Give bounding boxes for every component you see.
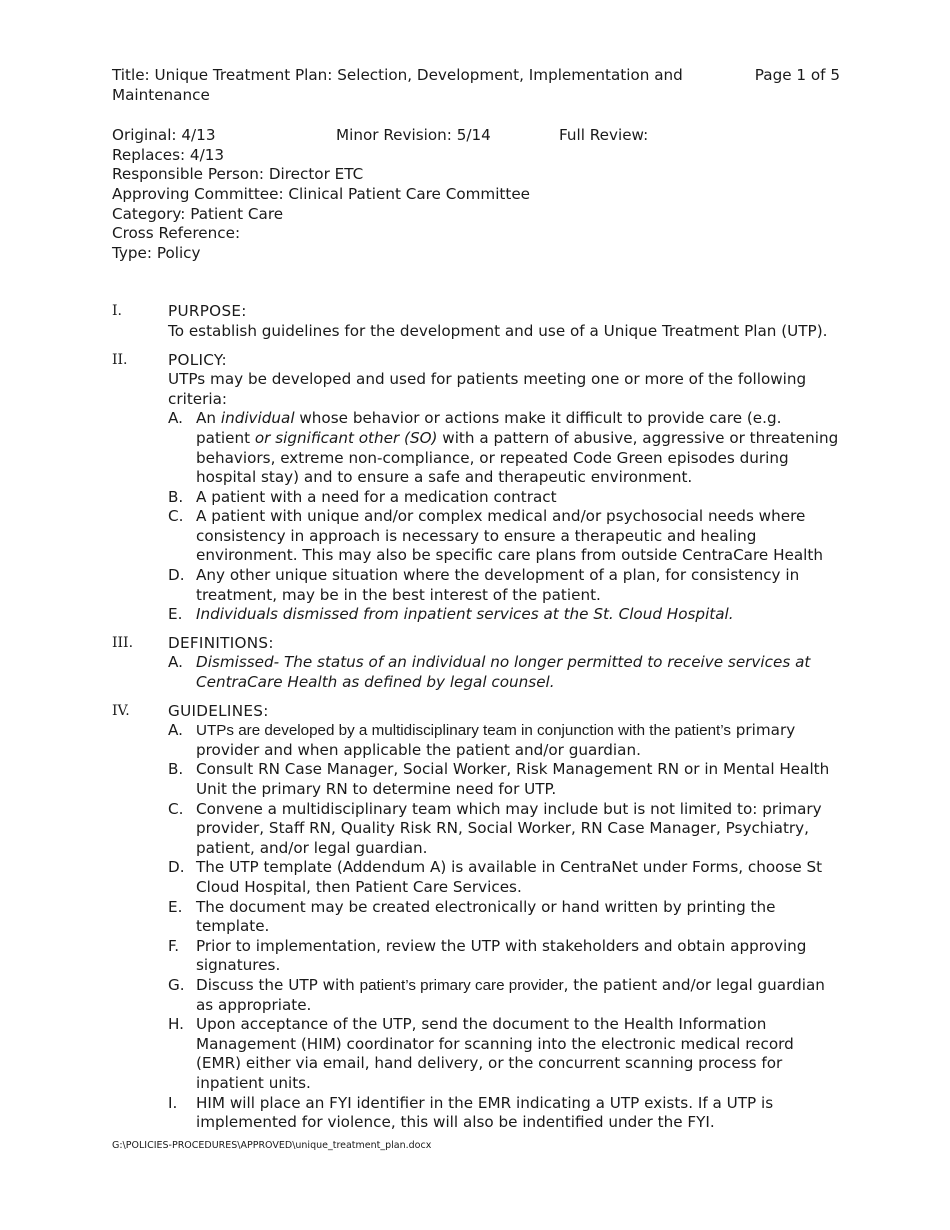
list-item	[168, 1015, 840, 1093]
item-text: A patient with unique and/or complex medical and/or psychosocial needs where consistency in approach is necessary to ensure a therapeutic and healing environment. This may also be specific care plans from outside CentraCare Health	[196, 507, 823, 565]
approving-committee: Approving Committee: Clinical Patient Care Committee	[112, 184, 531, 203]
item-text: Individuals dismissed from inpatient services at the St. Cloud Hospital.	[196, 605, 734, 624]
italic-run: individual	[220, 409, 295, 428]
item-letter: A.	[168, 653, 183, 672]
item-letter: F.	[168, 936, 180, 955]
list-item	[168, 976, 840, 1015]
list-item	[168, 937, 840, 976]
file-path-footer: G:\POLICIES-PROCEDURES\APPROVED\unique_treatment_plan.docx	[112, 1140, 432, 1151]
item-text: The UTP template (Addendum A) is available in CentraNet under Forms, choose St Cloud Hospital, then Patient Care Services.	[196, 858, 823, 896]
list-item	[168, 1094, 840, 1133]
text-run: , the patient and/or legal guardian as appropriate.	[196, 975, 825, 1014]
section-heading: DEFINITIONS:	[168, 633, 274, 652]
list-item	[168, 800, 840, 859]
item-text: A patient with a need for a medication contract	[196, 487, 557, 506]
section-heading: POLICY:	[168, 350, 227, 369]
section-guidelines	[112, 702, 840, 1133]
item-text: Any other unique situation where the development of a plan, for consistency in treatment, may be in the best interest of the patient.	[196, 566, 800, 604]
item-letter: I.	[168, 1093, 178, 1112]
item-letter: H.	[168, 1015, 184, 1034]
italic-run: or significant other (SO)	[254, 428, 438, 447]
item-text	[196, 976, 840, 1015]
full-review: Full Review:	[559, 126, 649, 145]
text-run: with a pattern of abusive, aggressive or threatening behaviors, extreme non-compliance, or repeated Code Green episodes during hospital stay) and to ensure a safe and therapeutic environment.	[196, 428, 839, 487]
list-item	[168, 566, 840, 605]
list-item	[168, 721, 840, 760]
item-text	[196, 409, 840, 487]
list-item	[168, 760, 840, 799]
item-letter: B.	[168, 760, 184, 779]
item-text: Dismissed- The status of an individual no longer permitted to receive services at CentraCare Health as defined by legal counsel.	[196, 653, 811, 692]
section-number: IV.	[112, 702, 130, 719]
cross-reference: Cross Reference:	[112, 224, 241, 243]
document-metadata	[112, 126, 840, 263]
text-run: whose behavior or actions make it difficult to provide care (e.g. patient	[196, 409, 782, 447]
section-number: II.	[112, 351, 128, 368]
section-purpose	[112, 302, 840, 341]
text-run: An	[196, 409, 221, 428]
item-text: Convene a multidisciplinary team which may include but is not limited to: primary provider, Staff RN, Quality Risk RN, Social Worker, RN Case Manager, Psychiatry, patient, and/or legal guardian.	[196, 799, 822, 857]
purpose-text: To establish guidelines for the development and use of a Unique Treatment Plan (UTP).	[168, 321, 828, 340]
item-letter: B.	[168, 487, 184, 506]
item-letter: C.	[168, 507, 184, 526]
item-text: Consult RN Case Manager, Social Worker, Risk Management RN or in Mental Health Unit the primary RN to determine need for UTP.	[196, 760, 830, 798]
category: Category: Patient Care	[112, 204, 284, 223]
item-text: The document may be created electronically or hand written by printing the template.	[196, 897, 776, 936]
minor-revision: Minor Revision: 5/14	[336, 126, 491, 145]
revision-row	[112, 126, 840, 146]
item-text: Upon acceptance of the UTP, send the document to the Health Information Management (HIM) coordinator for scanning into the electronic medical record (EMR) either via email, hand delivery, or the concurrent scanning process for inpatient units.	[196, 1015, 794, 1092]
item-letter: A.	[168, 721, 183, 740]
list-item	[168, 507, 840, 566]
text-run: Discuss the UTP with	[196, 975, 360, 994]
list-item	[168, 605, 840, 625]
section-number: III.	[112, 634, 134, 651]
item-letter: G.	[168, 975, 185, 994]
document-type: Type: Policy	[112, 243, 201, 262]
document-header	[112, 66, 840, 105]
document-page	[112, 66, 840, 1133]
item-letter: E.	[168, 605, 183, 624]
section-definitions	[112, 634, 840, 693]
item-text: Prior to implementation, review the UTP with stakeholders and obtain approving signatures.	[196, 936, 807, 975]
list-item	[168, 858, 840, 897]
policy-criteria-list	[168, 409, 840, 625]
guidelines-list	[168, 721, 840, 1132]
text-run: patient’s primary care provider	[359, 976, 564, 994]
section-heading: PURPOSE:	[168, 302, 247, 321]
list-item	[168, 653, 840, 692]
item-letter: D.	[168, 566, 185, 585]
section-heading: GUIDELINES:	[168, 701, 269, 720]
item-letter: C.	[168, 799, 184, 818]
item-text: HIM will place an FYI identifier in the EMR indicating a UTP exists. If a UTP is implemented for violence, this will also be indentified under the FYI.	[196, 1093, 774, 1132]
definitions-list	[168, 653, 840, 692]
policy-intro: UTPs may be developed and used for patients meeting one or more of the following criteria:	[168, 370, 807, 408]
original-date: Original: 4/13	[112, 126, 216, 145]
page-number: Page 1 of 5	[754, 66, 840, 84]
list-item	[168, 409, 840, 487]
item-letter: E.	[168, 897, 183, 916]
section-policy	[112, 351, 840, 625]
section-number: I.	[112, 303, 122, 320]
document-title: Title: Unique Treatment Plan: Selection, Development, Implementation and Maintenance	[112, 66, 683, 104]
item-letter: A.	[168, 409, 183, 428]
list-item	[168, 898, 840, 937]
item-letter: D.	[168, 858, 185, 877]
text-run: primary provider and when applicable the patient and/or guardian.	[196, 721, 796, 759]
list-item	[168, 488, 840, 508]
text-run: UTPs are developed by a multidisciplinary team in conjunction with the patient’s	[196, 722, 731, 740]
replaces: Replaces: 4/13	[112, 145, 225, 164]
responsible-person: Responsible Person: Director ETC	[112, 165, 364, 184]
item-text	[196, 721, 840, 760]
